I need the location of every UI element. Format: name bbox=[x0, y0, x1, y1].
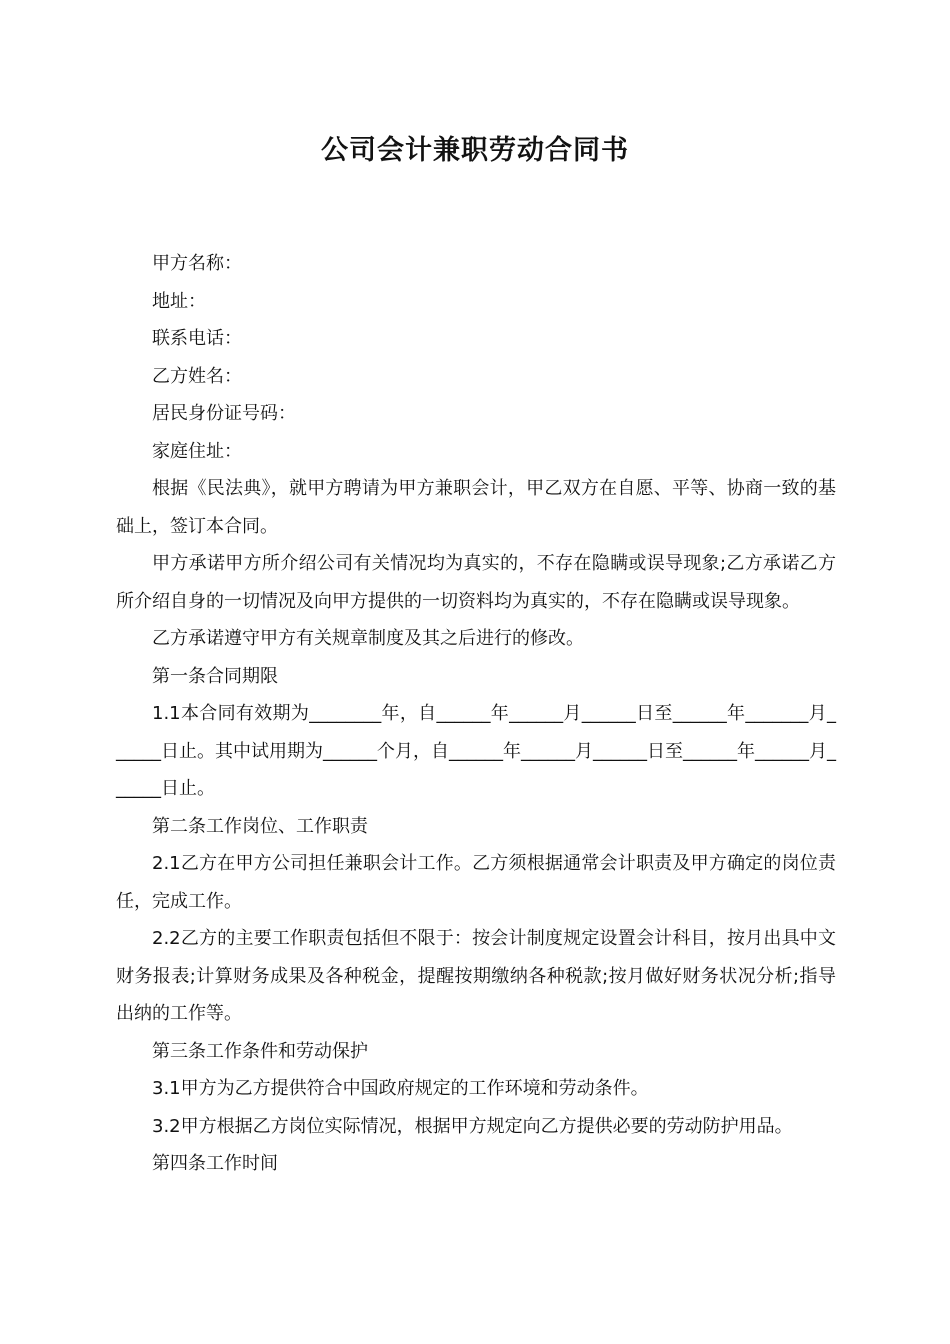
clause-2-1: 2.1乙方在甲方公司担任兼职会计工作。乙方须根据通常会计职责及甲方确定的岗位责任，完成工作。 bbox=[116, 853, 836, 912]
document-title: 公司会计兼职劳动合同书 bbox=[321, 135, 629, 166]
party-a-name-line: 甲方名称： bbox=[152, 253, 242, 274]
preamble-paragraph: 根据《民法典》，就甲方聘请为甲方兼职会计，甲乙双方在自愿、平等、协商一致的基础上，签订本合同。 bbox=[116, 478, 836, 537]
clause-1-1: 1.1本合同有效期为________年，自______年______月______日至______年_______月______日止。其中试用期为______个月，自______年______月______日至______年______月______日止。 bbox=[116, 703, 836, 799]
article-3-heading: 第三条工作条件和劳动保护 bbox=[152, 1040, 368, 1062]
article-2-heading: 第二条工作岗位、工作职责 bbox=[152, 815, 368, 837]
party-b-name-line: 乙方姓名： bbox=[152, 365, 242, 387]
address-line: 地址： bbox=[152, 290, 206, 312]
id-number-line: 居民身份证号码： bbox=[152, 403, 296, 424]
document-body bbox=[116, 245, 836, 1183]
clause-3-1: 3.1甲方为乙方提供符合中国政府规定的工作环境和劳动条件。 bbox=[152, 1078, 649, 1099]
article-4-heading: 第四条工作时间 bbox=[152, 1153, 278, 1174]
home-address-line: 家庭住址： bbox=[152, 440, 242, 462]
rules-paragraph: 乙方承诺遵守甲方有关规章制度及其之后进行的修改。 bbox=[152, 628, 584, 649]
clause-2-2: 2.2乙方的主要工作职责包括但不限于：按会计制度规定设置会计科目，按月出具中文财务报表;计算财务成果及各种税金，提醒按期缴纳各种税款;按月做好财务状况分析;指导出纳的工作等。 bbox=[116, 928, 836, 1024]
commitment-paragraph: 甲方承诺甲方所介绍公司有关情况均为真实的，不存在隐瞒或误导现象;乙方承诺乙方所介绍自身的一切情况及向甲方提供的一切资料均为真实的，不存在隐瞒或误导现象。 bbox=[116, 553, 836, 612]
phone-line: 联系电话： bbox=[152, 328, 242, 349]
clause-3-2: 3.2甲方根据乙方岗位实际情况，根据甲方规定向乙方提供必要的劳动防护用品。 bbox=[152, 1115, 793, 1137]
article-1-heading: 第一条合同期限 bbox=[152, 665, 278, 687]
